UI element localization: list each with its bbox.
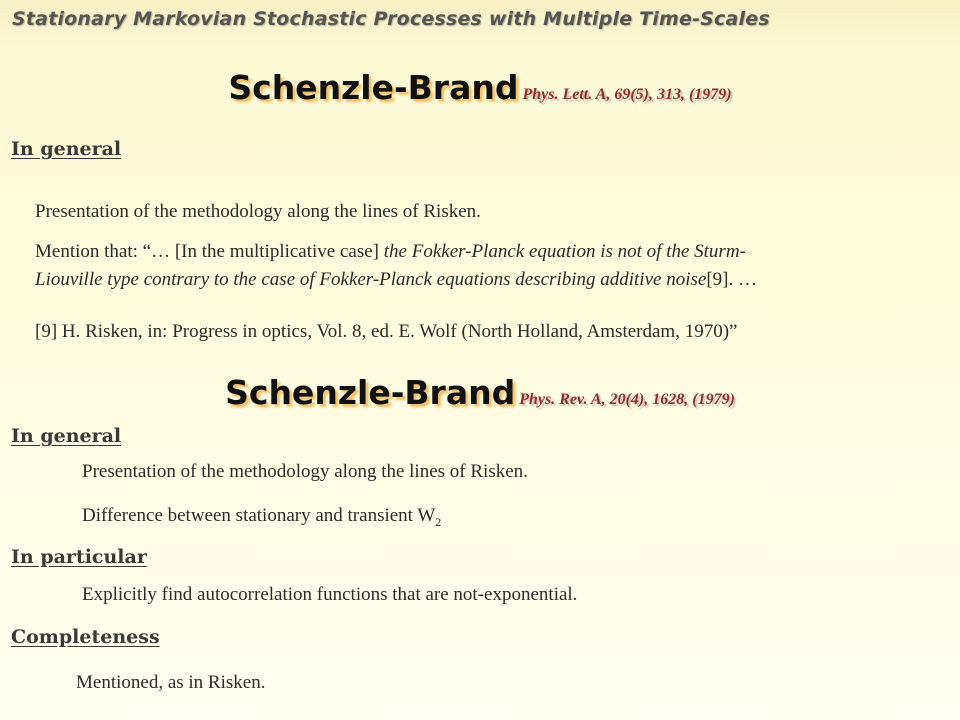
paper1-name: Schenzle-Brand [228, 68, 519, 107]
paper2-section-completeness: Completeness [11, 626, 160, 648]
paper2-title [0, 373, 960, 412]
paper2-reference: Phys. Rev. A, 20(4), 1628, (1979) [519, 391, 735, 408]
mention-italic-2: Liouville type contrary to the case of Fokker-Planck equations describing additive noise [35, 269, 707, 290]
difference-text: Difference between stationary and transient W [82, 505, 436, 526]
paper2-autocorrelation-line: Explicitly find autocorrelation functions that are not-exponential. [82, 584, 578, 605]
paper2-difference-line [82, 504, 441, 534]
paper2-mentioned-line: Mentioned, as in Risken. [76, 672, 266, 693]
paper2-methodology-line: Presentation of the methodology along the lines of Risken. [82, 461, 528, 482]
mention-italic-1: the Fokker-Planck equation is not of the Sturm- [383, 241, 746, 262]
difference-subscript: 2 [435, 514, 442, 529]
mention-suffix: [9]. … [706, 269, 757, 290]
paper1-mention-paragraph [35, 238, 955, 294]
paper1-reference: Phys. Lett. A, 69(5), 313, (1979) [522, 86, 732, 103]
paper1-methodology-line: Presentation of the methodology along the lines of Risken. [35, 201, 481, 222]
slide-header-title: Stationary Markovian Stochastic Processes with Multiple Time-Scales [12, 8, 770, 30]
paper1-section-in-general: In general [11, 138, 122, 160]
paper1-title [0, 68, 960, 107]
paper1-reference-line: [9] H. Risken, in: Progress in optics, Vol. 8, ed. E. Wolf (North Holland, Amsterdam, 1970)” [35, 321, 738, 342]
paper2-name: Schenzle-Brand [225, 373, 516, 412]
mention-prefix: Mention that: “… [In the multiplicative case] [35, 241, 384, 262]
paper2-section-in-general: In general [11, 425, 122, 447]
paper2-section-in-particular: In particular [11, 546, 147, 568]
